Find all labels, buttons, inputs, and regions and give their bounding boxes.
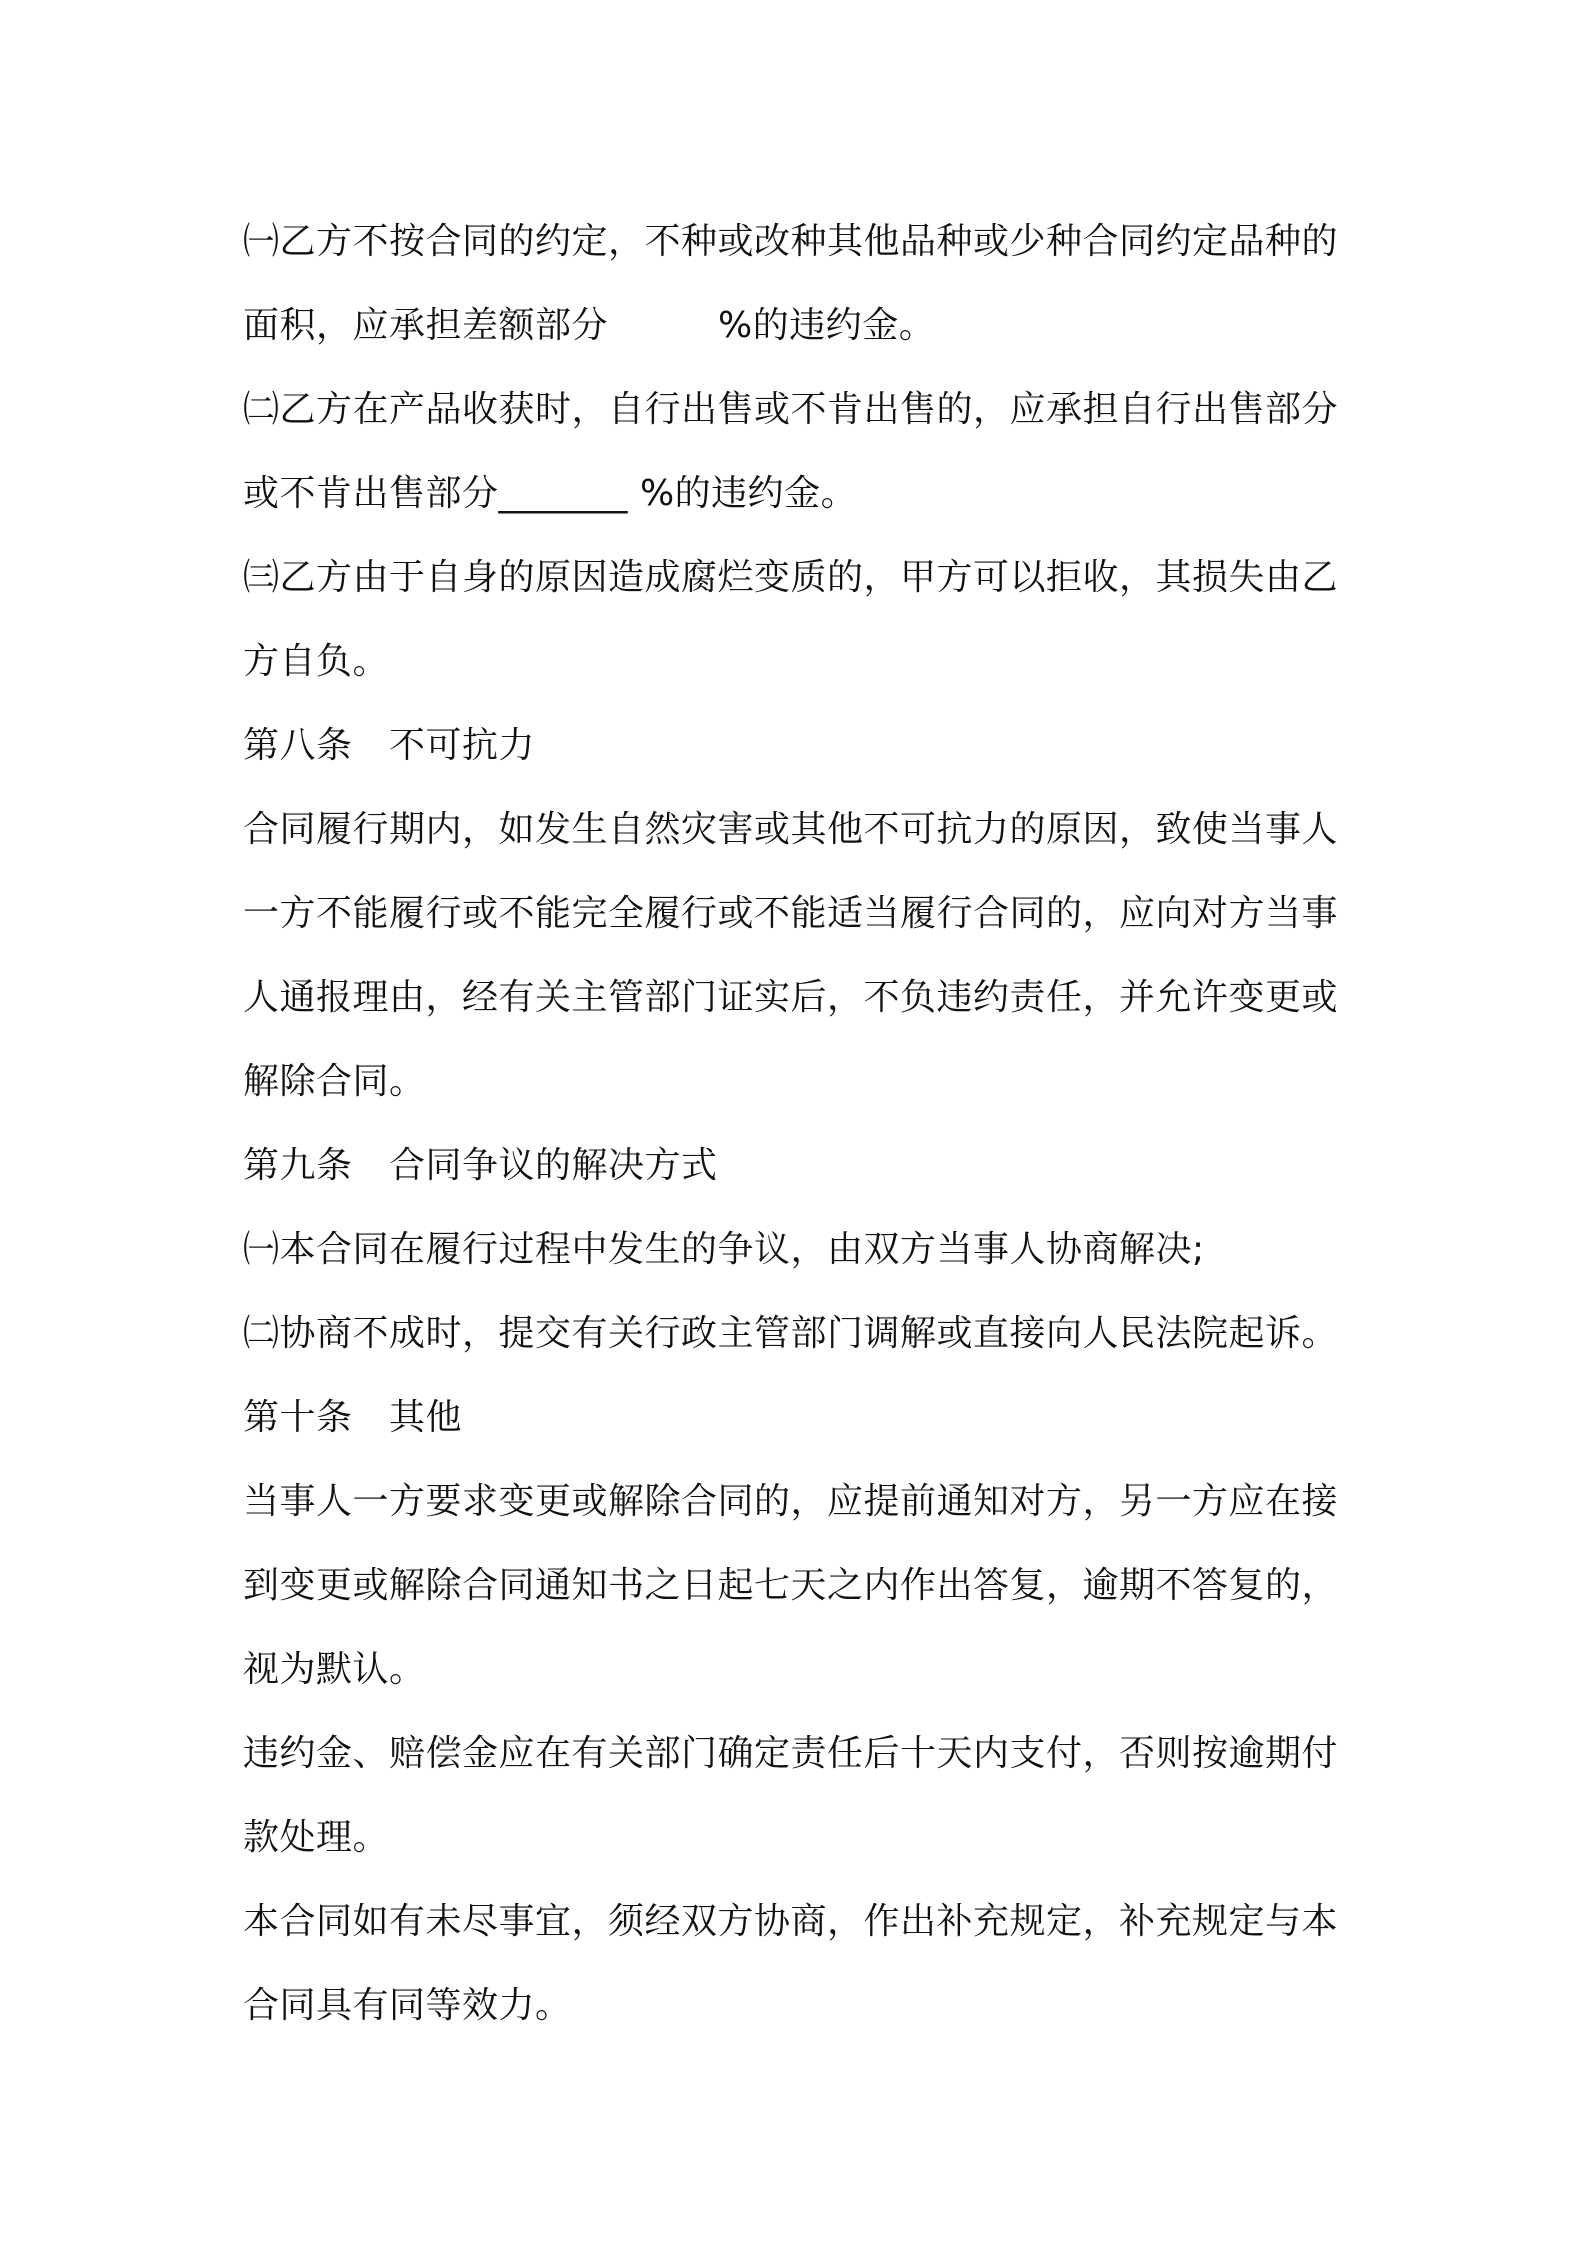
clause-7-3-line-1: ㈢乙方由于自身的原因造成腐烂变质的，甲方可以拒收，其损失由乙 [243, 557, 1339, 598]
article-9-item-2: ㈡协商不成时，提交有关行政主管部门调解或直接向人民法院起诉。 [243, 1313, 1339, 1354]
article-10-para-2-line-2: 款处理。 [243, 1817, 390, 1858]
article-8-line-4: 解除合同。 [243, 1061, 426, 1102]
clause-7-1-line-2 [243, 284, 1363, 368]
article-10-para-1-line-2: 到变更或解除合同通知书之日起七天之内作出答复，逾期不答复的， [243, 1565, 1339, 1606]
clause-7-1-text-b: %的违约金。 [718, 305, 936, 346]
article-8-line-3: 人通报理由，经有关主管部门证实后，不负违约责任，并允许变更或 [243, 977, 1339, 1018]
article-8-line-2: 一方不能履行或不能完全履行或不能适当履行合同的，应向对方当事 [243, 893, 1339, 934]
clause-7-2-line-2: 或不肯出售部分_______ %的违约金。 [243, 473, 858, 514]
document-body [243, 200, 1363, 2048]
article-10-para-3-line-2: 合同具有同等效力。 [243, 1985, 572, 2026]
article-8-heading: 第八条 不可抗力 [243, 725, 536, 766]
article-8-line-1: 合同履行期内，如发生自然灾害或其他不可抗力的原因，致使当事人 [243, 809, 1339, 850]
clause-7-3-line-2: 方自负。 [243, 641, 390, 682]
article-9-item-1: ㈠本合同在履行过程中发生的争议，由双方当事人协商解决; [243, 1229, 1205, 1270]
clause-7-1-text-a: 面积，应承担差额部分 [243, 305, 609, 346]
article-10-para-3-line-1: 本合同如有未尽事宜，须经双方协商，作出补充规定，补充规定与本 [243, 1901, 1339, 1942]
article-10-para-2-line-1: 违约金、赔偿金应在有关部门确定责任后十天内支付，否则按逾期付 [243, 1733, 1339, 1774]
clause-7-1-line-1: ㈠乙方不按合同的约定，不种或改种其他品种或少种合同约定品种的 [243, 221, 1339, 262]
article-10-heading: 第十条 其他 [243, 1397, 463, 1438]
clause-7-2-line-1: ㈡乙方在产品收获时，自行出售或不肯出售的，应承担自行出售部分 [243, 389, 1339, 430]
article-10-para-1-line-1: 当事人一方要求变更或解除合同的，应提前通知对方，另一方应在接 [243, 1481, 1339, 1522]
article-9-heading: 第九条 合同争议的解决方式 [243, 1145, 718, 1186]
article-10-para-1-line-3: 视为默认。 [243, 1649, 426, 1690]
